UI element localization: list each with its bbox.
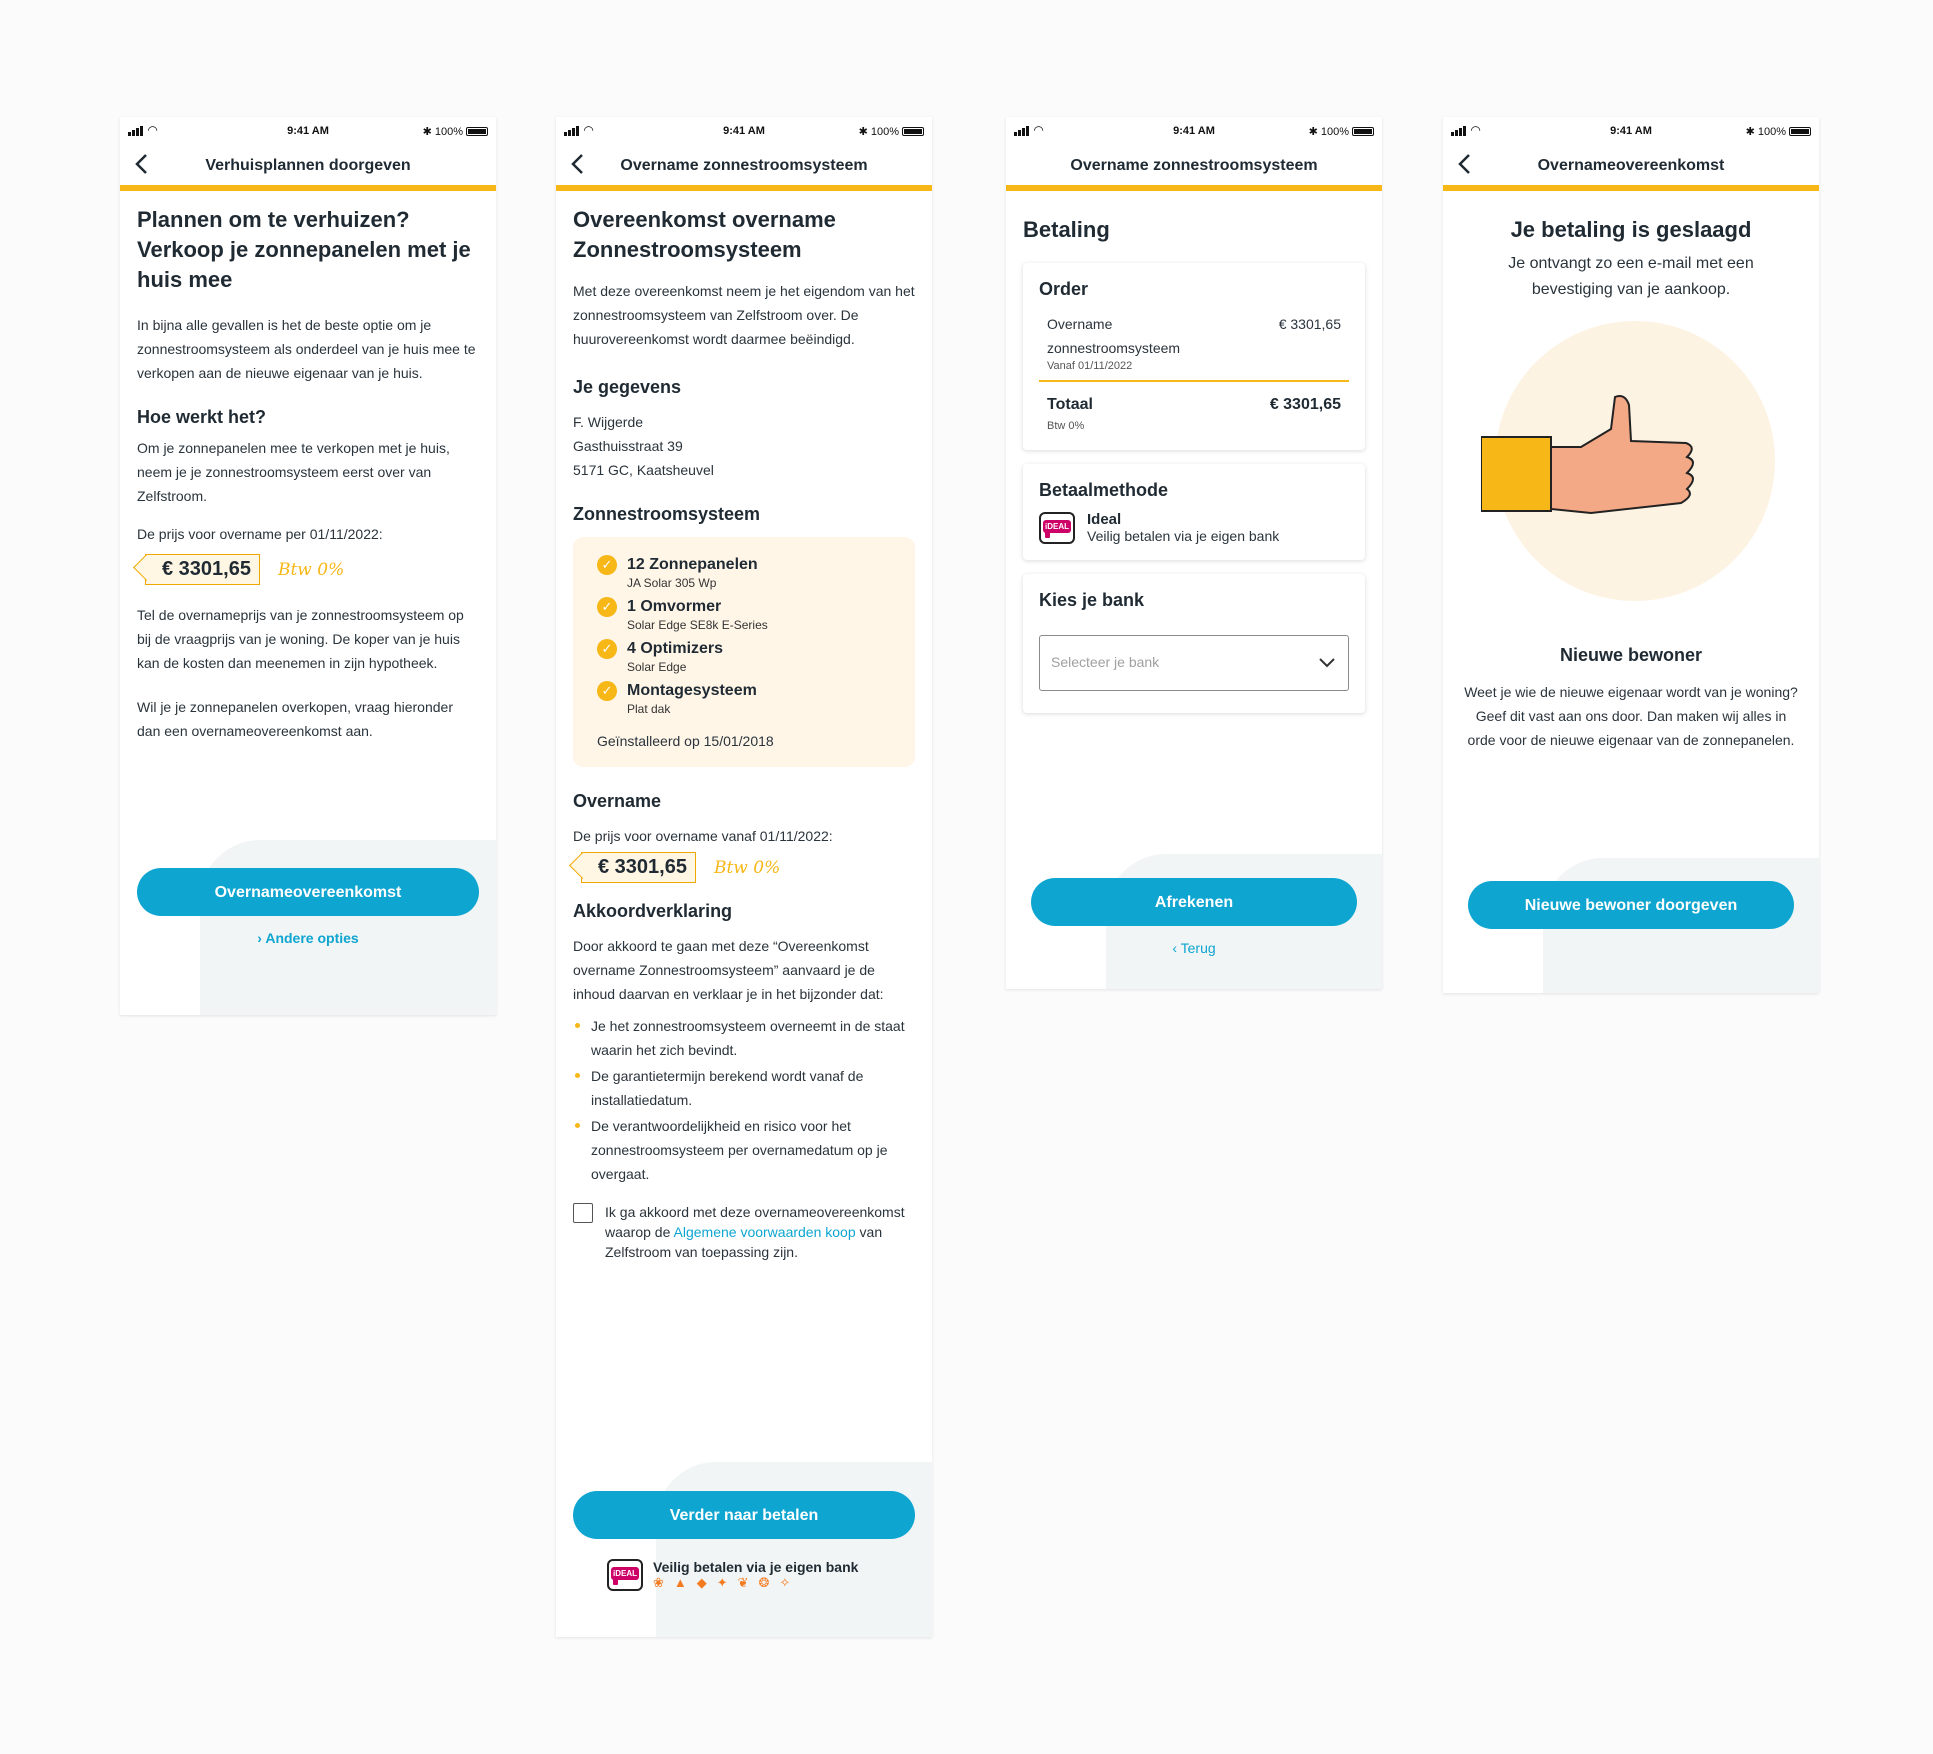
thumbs-up-icon [1481, 391, 1721, 541]
screen3-content [1006, 215, 1382, 713]
method-title: Betaalmethode [1039, 480, 1169, 500]
btw-label: Btw 0% [277, 559, 345, 580]
battery-icon: ✱ 100% [423, 125, 488, 138]
list-item [597, 681, 891, 717]
check-icon: ✓ [597, 555, 617, 575]
order-title: Order [1039, 279, 1089, 299]
wifi-icon: ◠ [1034, 123, 1044, 137]
list-item: De garantietermijn berekend wordt vanaf de installatiedatum. [573, 1064, 915, 1112]
wifi-icon: ◠ [584, 123, 594, 137]
item-sub: Solar Edge SE8k E-Series [627, 618, 768, 632]
method-name: Ideal [1087, 511, 1122, 528]
method-sub: Veilig betalen via je eigen bank [1087, 528, 1280, 544]
battery-icon: ✱ 100% [1309, 125, 1374, 138]
item-title: 4 Optimizers [627, 640, 724, 657]
screen-verhuisplannen [120, 117, 496, 1015]
bank-card [1023, 574, 1365, 713]
ideal-logo-icon [1039, 512, 1075, 544]
intro-text: In bijna alle gevallen is het de beste optie om je zonnestroomsysteem als onderdeel van je huis mee te verkopen aan de nieuwe eigenaar van je huis. [137, 317, 476, 381]
status-time: 9:41 AM [723, 125, 765, 137]
ideal-option[interactable] [1039, 511, 1349, 544]
verder-naar-betalen-button[interactable]: Verder naar betalen [573, 1491, 915, 1539]
consent-text [605, 1202, 915, 1262]
check-icon: ✓ [597, 597, 617, 617]
consent-checkbox[interactable] [573, 1203, 593, 1223]
secure-text: Veilig betalen via je eigen bank [653, 1559, 859, 1575]
thumbs-up-illustration [1443, 311, 1819, 631]
list-item [597, 639, 891, 675]
payment-method-card [1023, 464, 1365, 560]
ideal-logo-icon [607, 1559, 643, 1591]
item-title: Montagesysteem [627, 682, 757, 699]
screen-betaling [1006, 117, 1382, 989]
screen2-content [556, 205, 932, 1262]
screen-overeenkomst [556, 117, 932, 1637]
customer-city: 5171 GC, Kaatsheuvel [573, 462, 714, 478]
status-bar [1006, 117, 1382, 145]
confirmation-text: Je ontvangt zo een e-mail met een bevestiging van je aankoop. [1508, 255, 1754, 298]
consent-pre: Ik ga akkoord met deze overnameovereenkomst waarop de [605, 1204, 905, 1240]
list-item: Je het zonnestroomsysteem overneemt in de staat waarin het zich bevindt. [573, 1014, 915, 1062]
status-bar [556, 117, 932, 145]
nav-bar [120, 145, 496, 191]
chevron-left-icon: ‹ [1172, 940, 1177, 956]
chevron-down-icon [1318, 657, 1336, 669]
price-tag: € 3301,65 [145, 554, 260, 585]
btw-label: Btw 0% [713, 857, 781, 878]
order-card [1023, 263, 1365, 450]
back-link[interactable]: ‹ Terug [1172, 940, 1216, 956]
list-item: De verantwoordelijkheid en risico voor het zonnestroomsysteem per overnamedatum op je overgaat. [573, 1114, 915, 1186]
order-divider [1039, 380, 1349, 382]
page-title: Overeenkomst overname Zonnestroomsysteem [573, 207, 836, 262]
check-icon: ✓ [597, 681, 617, 701]
tip-text: Tel de overnameprijs van je zonnestroomsysteem op bij de vraagprijs van je woning. De koper van je huis kan de kosten dan meenemen in zijn hypotheek. [137, 607, 464, 671]
consent-post: van Zelfstroom van toepassing zijn. [605, 1224, 883, 1260]
list-item [597, 597, 891, 633]
battery-icon: ✱ 100% [859, 125, 924, 138]
screen1-actions [137, 868, 479, 946]
total-label: Totaal [1047, 396, 1093, 413]
wifi-icon: ◠ [1471, 123, 1481, 137]
chevron-right-icon: › [257, 930, 262, 946]
overnameovereenkomst-button[interactable]: Overnameovereenkomst [137, 868, 479, 916]
status-bar [120, 117, 496, 145]
order-from: Vanaf 01/11/2022 [1047, 360, 1133, 372]
how-title: Hoe werkt het? [137, 407, 267, 427]
item-title: 12 Zonnepanelen [627, 556, 758, 573]
ask-text: Wil je je zonnepanelen overkopen, vraag hieronder dan een overnameovereenkomst aan. [137, 699, 453, 739]
afrekenen-button[interactable]: Afrekenen [1031, 878, 1357, 926]
consent-row [573, 1202, 915, 1262]
nav-title: Overnameovereenkomst [1537, 157, 1725, 174]
screen3-actions [1031, 878, 1357, 956]
bank-select[interactable] [1039, 635, 1349, 691]
akkoord-bullets [573, 1014, 915, 1186]
screen-geslaagd [1443, 117, 1819, 993]
status-time: 9:41 AM [1173, 125, 1215, 137]
check-icon: ✓ [597, 639, 617, 659]
status-time: 9:41 AM [287, 125, 329, 137]
bank-placeholder: Selecteer je bank [1051, 654, 1160, 670]
price-row [573, 852, 915, 883]
order-price: € 3301,65 [1278, 316, 1341, 332]
item-sub: JA Solar 305 Wp [627, 576, 717, 590]
bank-title: Kies je bank [1039, 590, 1145, 610]
intro-text: Met deze overeenkomst neem je het eigendom van het zonnestroomsysteem van Zelfstroom over. De huurovereenkomst wordt daarmee beëindigd. [573, 283, 915, 347]
item-sub: Solar Edge [627, 660, 687, 674]
page-title: Je betaling is geslaagd [1510, 217, 1752, 242]
nav-bar [1443, 145, 1819, 191]
price-label: De prijs voor overname per 01/11/2022: [137, 526, 383, 542]
terms-link[interactable]: Algemene voorwaarden koop [673, 1224, 856, 1240]
nieuwe-bewoner-button[interactable]: Nieuwe bewoner doorgeven [1468, 881, 1794, 929]
price-tag: € 3301,65 [581, 852, 696, 883]
nav-title: Overname zonnestroomsysteem [620, 157, 868, 174]
battery-icon: ✱ 100% [1746, 125, 1811, 138]
system-title: Zonnestroomsysteem [573, 504, 761, 524]
page-title: Betaling [1023, 217, 1110, 242]
wifi-icon: ◠ [148, 123, 158, 137]
price-row [137, 554, 479, 585]
customer-street: Gasthuisstraat 39 [573, 438, 683, 454]
new-resident-text: Weet je wie de nieuwe eigenaar wordt van je woning? Geef dit vast aan ons door. Dan maken wij alles in orde voor de nieuwe eigenaar van de zonnepanelen. [1464, 684, 1798, 748]
btw-label: Btw 0% [1047, 420, 1085, 432]
new-resident-title: Nieuwe bewoner [1559, 645, 1703, 665]
order-line [1039, 312, 1349, 372]
status-time: 9:41 AM [1610, 125, 1652, 137]
total-price: € 3301,65 [1269, 396, 1341, 413]
nav-title: Overname zonnestroomsysteem [1070, 157, 1318, 174]
order-item: Overname zonnestroomsysteem [1047, 316, 1181, 356]
item-title: 1 Omvormer [627, 598, 722, 615]
other-options-link[interactable]: › Andere opties [257, 930, 359, 946]
nav-bar [1006, 145, 1382, 191]
screen1-content [120, 205, 496, 743]
screen4-actions [1468, 881, 1794, 929]
page-title: Plannen om te verhuizen? Verkoop je zonnepanelen met je huis mee [137, 207, 471, 292]
gegevens-title: Je gegevens [573, 377, 682, 397]
screen4-content [1443, 215, 1819, 752]
customer-name: F. Wijgerde [573, 414, 644, 430]
nav-title: Verhuisplannen doorgeven [205, 157, 411, 174]
price-label: De prijs voor overname vanaf 01/11/2022: [573, 828, 833, 844]
system-checklist [573, 537, 915, 767]
overname-title: Overname [573, 791, 662, 811]
status-bar [1443, 117, 1819, 145]
bank-icons: ❀▲◆✦❦❂✧ [653, 1575, 801, 1590]
akkoord-title: Akkoordverklaring [573, 901, 733, 921]
screen2-actions [573, 1491, 915, 1591]
secure-payment [607, 1559, 915, 1591]
list-item [597, 555, 891, 591]
akkoord-text: Door akkoord te gaan met deze “Overeenkomst overname Zonnestroomsysteem” aanvaard je de inhoud daarvan en verklaar je in het bijzonder dat: [573, 938, 884, 1002]
item-sub: Plat dak [627, 702, 671, 716]
total-line [1039, 396, 1349, 432]
installed-date: Geïnstalleerd op 15/01/2018 [597, 733, 774, 749]
nav-bar [556, 145, 932, 191]
how-text: Om je zonnepanelen mee te verkopen met je huis, neem je je zonnestroomsysteem eerst over van Zelfstroom. [137, 440, 450, 504]
